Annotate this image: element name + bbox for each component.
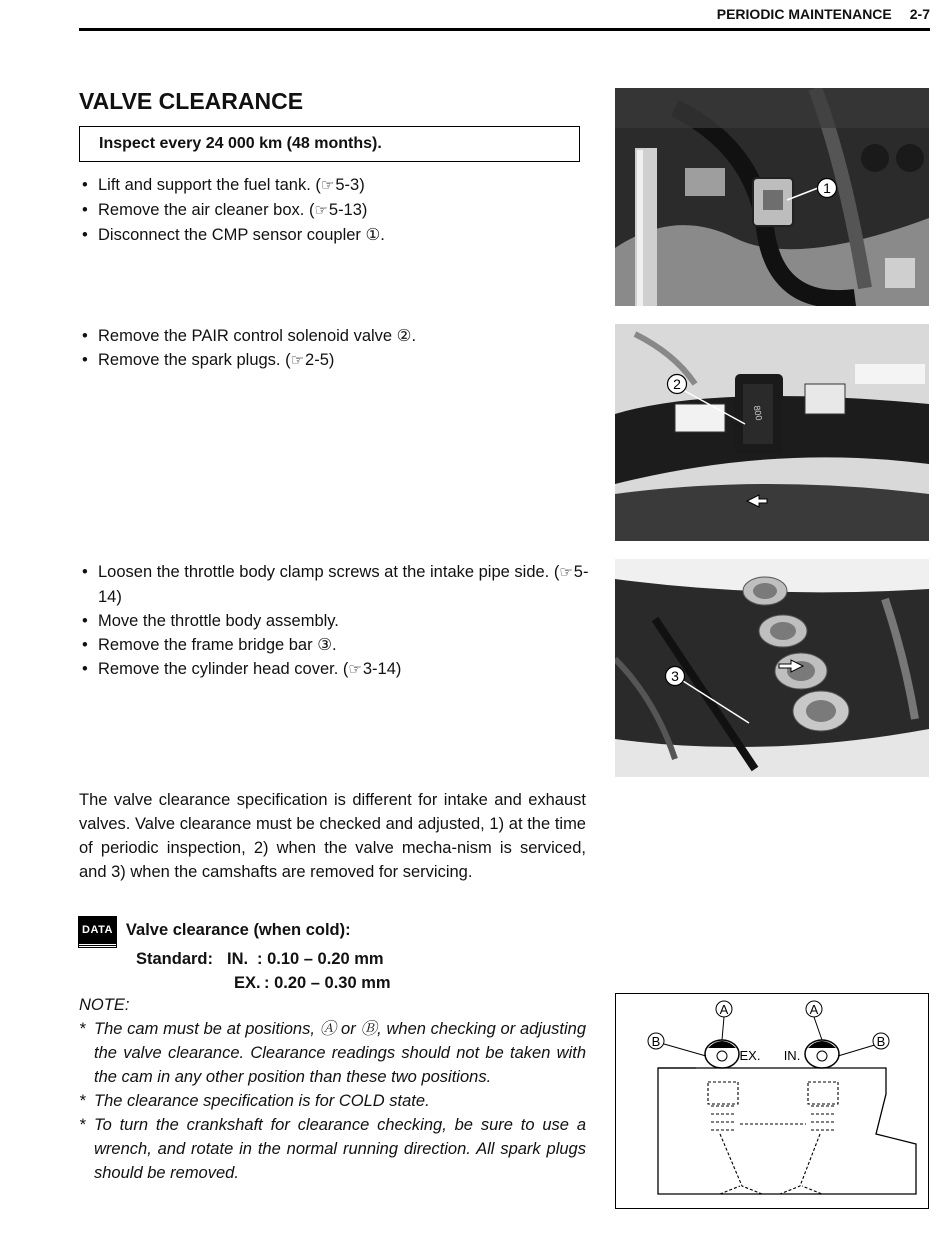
spec-heading: Valve clearance (when cold): [125,921,351,939]
note-item: * To turn the crankshaft for clearance checking, be sure to use a wrench, and rotate in the normal running direction. All spark plugs should be removed. [79,1113,586,1185]
label-a-right: A [809,1002,819,1017]
page-reference[interactable]: 5-13 [328,201,362,219]
reference-hand-icon: ☞ [348,661,362,678]
reference-hand-icon: ☞ [320,177,335,194]
engine-photo-2 [615,324,929,541]
svg-text:800: 800 [751,404,765,422]
page-reference[interactable]: 2-5 [305,351,329,369]
note-item: * The cam must be at positions, Ⓐ or Ⓑ, when checking or adjusting the valve clearance. Clearance readings should not be taken with the cam in any other position than these two positions. [79,1017,586,1089]
step-item: • Remove the PAIR control solenoid valve ②. [79,324,598,348]
photo-frame-bridge-bar [615,559,929,777]
callout-1: 1 [823,180,831,196]
note-item: * The clearance specification is for COLD state. [79,1089,586,1113]
header-rule [79,28,930,31]
step-item: • Disconnect the CMP sensor coupler ①. [79,223,598,247]
callout-3: 3 [671,668,679,684]
step-item: • Remove the cylinder head cover. (☞3-14) [79,657,598,682]
step-item: • Remove the spark plugs. (☞2-5) [79,348,598,373]
note-section [79,993,586,1185]
intake-label: IN. [227,950,249,968]
page-reference[interactable]: 5-3 [335,176,360,194]
page-header [0,6,930,22]
step-item: • Move the throttle body assembly. [79,609,598,633]
page-reference[interactable]: 5-14 [98,563,589,606]
data-icon: DATA [79,917,116,947]
photo-cmp-sensor-coupler [615,88,929,306]
valve-cam-illustration [616,994,928,1208]
note-label: NOTE: [79,996,130,1014]
reference-hand-icon: ☞ [290,352,305,369]
valve-clearance-spec [79,917,391,995]
photo-pair-solenoid-valve [615,324,929,541]
step-item: • Remove the air cleaner box. (☞5-13) [79,198,598,223]
exhaust-label: EX. [234,974,261,992]
exhaust-value: : 0.20 – 0.30 mm [264,974,391,992]
page-reference[interactable]: 3-14 [362,660,396,678]
step-item: • Remove the frame bridge bar ③. [79,633,598,657]
label-b-left: B [651,1034,661,1049]
engine-photo-3 [615,559,929,777]
section-title: PERIODIC MAINTENANCE [716,6,892,22]
page-title: VALVE CLEARANCE [79,88,304,114]
valve-clearance-paragraph: The valve clearance specification is different for intake and exhaust valves. Valve clearance must be checked and adjusted, 1) at the time of periodic inspection, 2) when the valve mecha-nism is serviced, and 3) when the camshafts are removed for servicing. [79,791,586,881]
step-list-2 [79,324,598,373]
step-item: • Lift and support the fuel tank. (☞5-3) [79,173,598,198]
reference-hand-icon: ☞ [314,202,328,219]
step-list-3 [79,560,598,682]
inspection-interval-box: Inspect every 24 000 km (48 months). [79,126,580,162]
standard-label: Standard: [136,950,214,968]
step-list-1 [79,173,598,247]
label-a-left: A [719,1002,729,1017]
cam-position-diagram [615,993,929,1209]
engine-photo-1 [615,88,929,306]
label-intake: IN. [783,1048,801,1063]
label-b-right: B [876,1034,886,1049]
label-exhaust: EX. [739,1048,761,1063]
page-number: 2-7 [909,6,930,22]
reference-hand-icon: ☞ [559,564,573,581]
callout-2: 2 [673,376,681,392]
step-item: • Loosen the throttle body clamp screws at the intake pipe side. (☞5-14) [79,560,598,609]
intake-value: : 0.10 – 0.20 mm [257,950,384,968]
